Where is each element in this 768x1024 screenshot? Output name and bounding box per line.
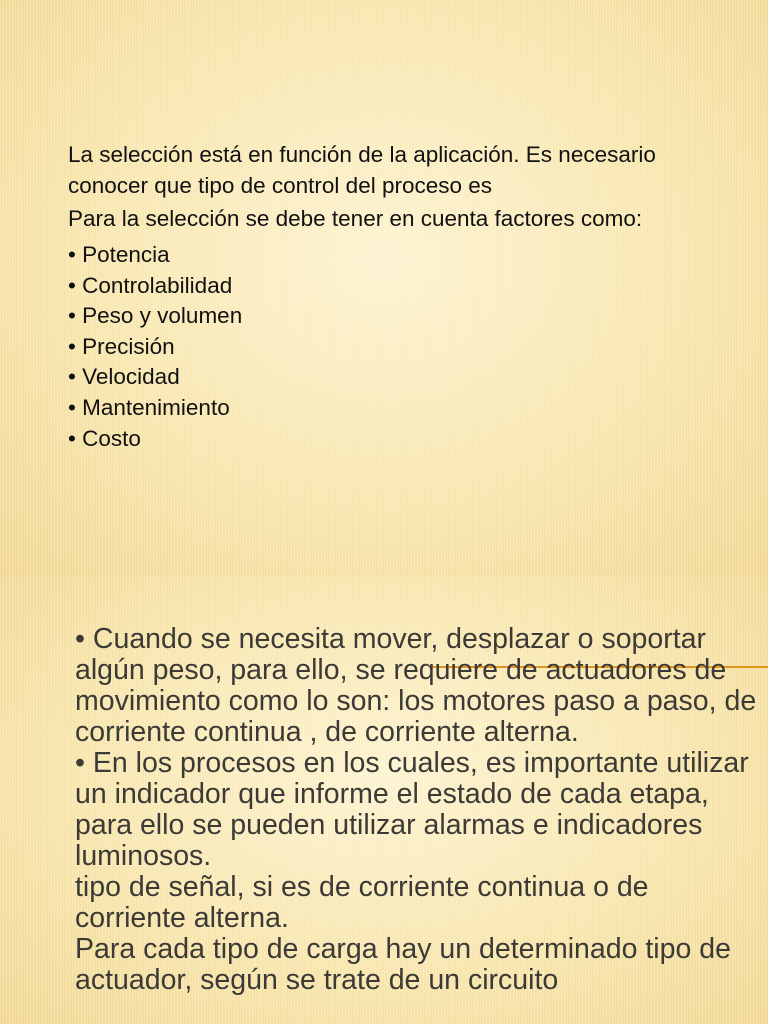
list-item: • Mantenimiento xyxy=(68,394,230,420)
list-item: • Controlabilidad xyxy=(68,272,233,298)
slide-2 xyxy=(0,576,768,1024)
factors-intro-paragraph: Para la selección se debe tener en cuenta factores como: xyxy=(68,206,643,231)
indicators-paragraph: • En los procesos en los cuales, es importante utilizar un indicador que informe el estado de cada etapa, para ello se pueden utilizar alarmas e indicadores luminosos. xyxy=(75,747,749,872)
factors-list xyxy=(68,240,708,454)
motion-actuators-paragraph: • Cuando se necesita mover, desplazar o soportar algún peso, para ello, se requiere de actuadores de movimiento como lo son: los motores paso a paso, de corriente continua , de corriente alterna. xyxy=(75,623,757,748)
slide-2-body xyxy=(75,624,765,996)
signal-type-paragraph: tipo de señal, si es de corriente continua o de corriente alterna. xyxy=(75,871,649,934)
list-item: • Peso y volumen xyxy=(68,303,243,329)
slide-1-body xyxy=(68,139,708,454)
list-item: • Precisión xyxy=(68,333,175,359)
list-item: • Potencia xyxy=(68,242,170,267)
intro-paragraph: La selección está en función de la aplicación. Es necesario conocer que tipo de control del proceso es xyxy=(68,142,656,198)
load-type-paragraph: Para cada tipo de carga hay un determinado tipo de actuador, según se trate de un circuito xyxy=(75,933,731,996)
list-item: • Velocidad xyxy=(68,364,180,390)
list-item: • Costo xyxy=(68,425,141,451)
